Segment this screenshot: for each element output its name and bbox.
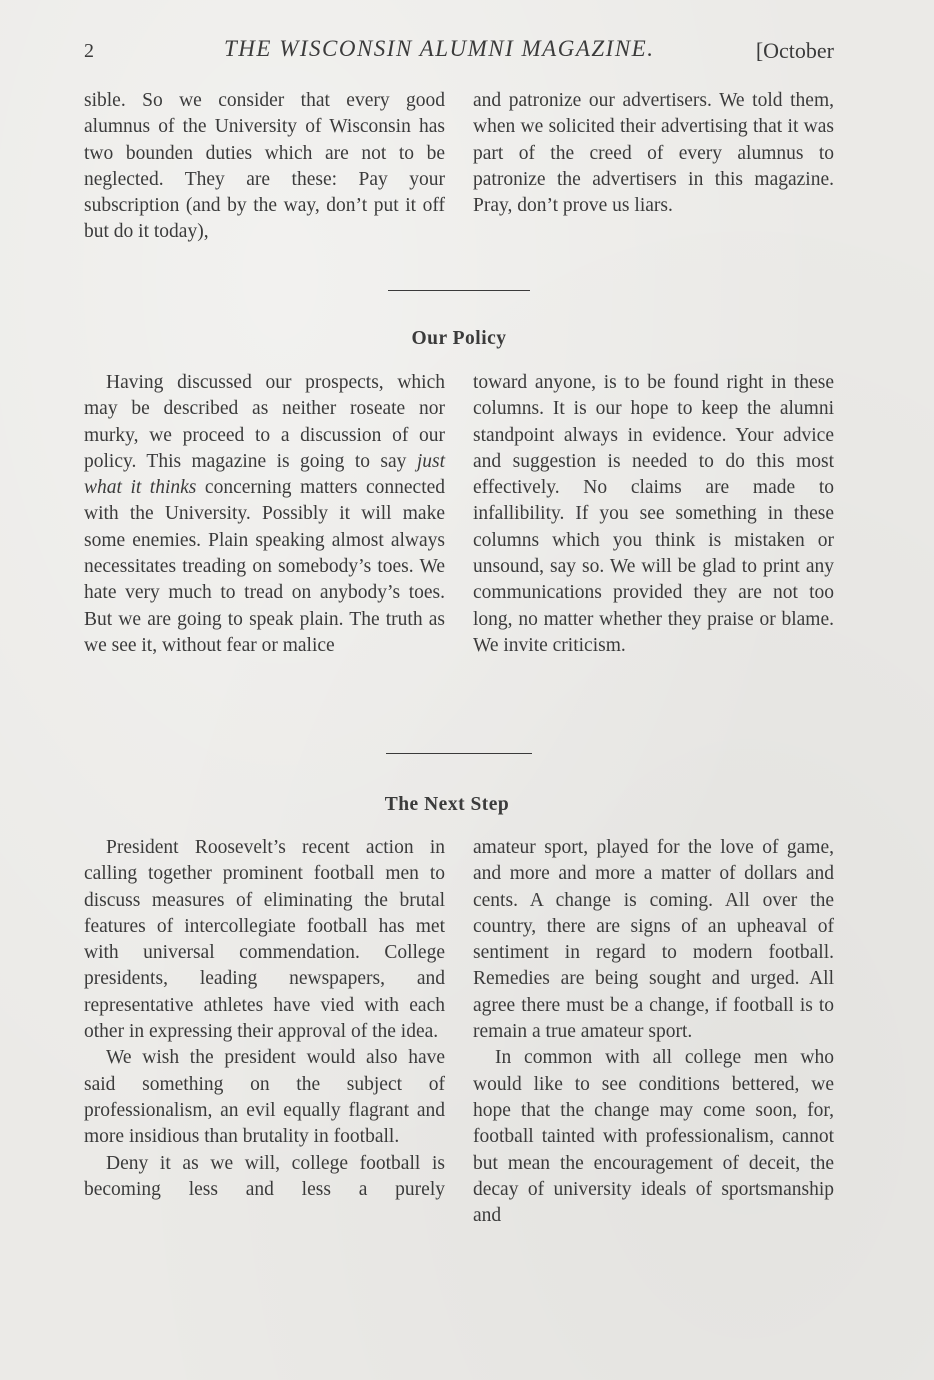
next-step-left-p1: President Roosevelt’s recent action in calling together prominent football men to discuss measures of eliminating the brutal features of intercollegiate football has met with universal commendation. College presidents, leading newspapers, and representative athletes have vied with each other in expressing their approval of the idea. bbox=[84, 837, 445, 1043]
next-step-left-p2: We wish the president would also have said something on the subject of professionalism, an evil equally flagrant and more insidious than brutality in football. bbox=[84, 1047, 445, 1148]
intro-right-column bbox=[473, 88, 834, 219]
policy-right-column bbox=[473, 370, 834, 659]
section-divider-2 bbox=[386, 753, 532, 754]
section-divider bbox=[388, 290, 530, 291]
page-header bbox=[84, 36, 834, 68]
next-step-heading: The Next Step bbox=[384, 794, 510, 815]
next-step-left-p3: Deny it as we will, college football is becoming less and less a purely bbox=[84, 1152, 445, 1200]
next-step-left-column bbox=[84, 835, 445, 1203]
intro-left-column bbox=[84, 88, 445, 246]
issue-month: [October bbox=[755, 38, 834, 63]
next-step-right-column bbox=[473, 835, 834, 1229]
intro-left-paragraph: sible. So we consider that every good alumnus of the University of Wisconsin has two bounden duties which are not to be neglected. They are these: Pay your subscription (and by the way, don’t put it off but do it today), bbox=[84, 90, 445, 243]
policy-left-text-b: concerning matters connected with the University. Possibly it will make some enemies. Plain speaking almost always necessitates treading on somebody’s toes. We hate very much to tread on anybody’s toes. But we are going to speak plain. The truth as we see it, without fear or malice bbox=[84, 477, 446, 656]
policy-emphasis: just what it thinks bbox=[84, 450, 445, 499]
intro-right-paragraph: and patronize our advertisers. We told them, when we solicited their advertising that it was part of the creed of every alumnus to patronize the advertisers in this magazine. Pray, don’t prove us liars. bbox=[473, 90, 834, 217]
policy-left-column bbox=[84, 370, 445, 659]
our-policy-heading: Our Policy bbox=[411, 328, 507, 349]
next-step-right-p1: amateur sport, played for the love of game, and more and more a matter of dollars and cents. A change is coming. All over the country, there are signs of an upheaval of sentiment in regard to modern football. Remedies are being sought and urged. All agree there must be a change, if football is to remain a true amateur sport. bbox=[473, 837, 834, 1043]
next-step-right-p2: In common with all college men who would like to see conditions bettered, we hope that the change may come soon, for, football tainted with professionalism, cannot but mean the encouragement of deceit, the decay of university ideals of sportsmanship and bbox=[473, 1047, 834, 1227]
policy-left-text-a: Having discussed our prospects, which may be described as neither roseate nor murky, we proceed to a discussion of our policy. This magazine is going to say bbox=[84, 372, 445, 472]
page-number: 2 bbox=[84, 40, 94, 62]
policy-left-paragraph bbox=[84, 370, 445, 659]
policy-right-paragraph: toward anyone, is to be found right in these columns. It is our hope to keep the alumni standpoint always in evidence. Your advice and suggestion is needed to do this most effectively. No claims are made to infallibility. If you see something in these columns which you think is mistaken or unsound, say so. We will be glad to print any communications provided they are not too long, no matter whether they praise or blame. We invite criticism. bbox=[473, 372, 834, 656]
running-title: THE WISCONSIN ALUMNI MAGAZINE. bbox=[224, 36, 655, 61]
